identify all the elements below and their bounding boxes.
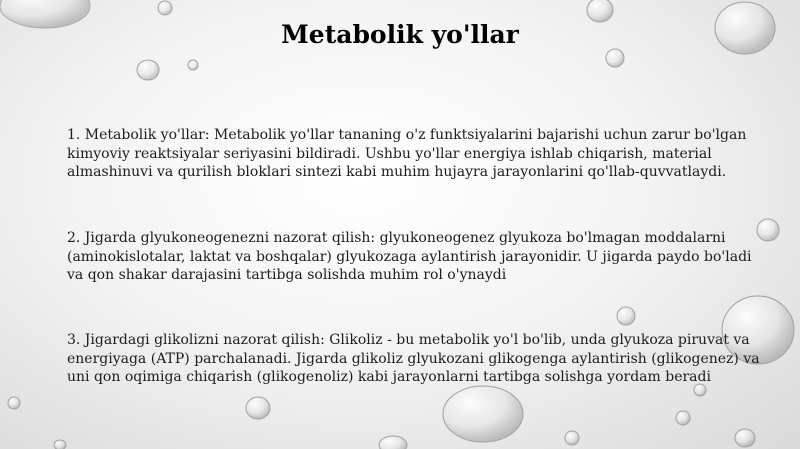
slide-title: Metabolik yo'llar [281,20,519,49]
paragraph-metabolic-pathways: 1. Metabolik yo'llar: Metabolik yo'llar tananing o'z funktsiyalarini bajarishi uchun zarur bo'lgan kimyoviy reaktsiyalar seriyasini bildiradi. Ushbu yo'llar energiya ishlab chiqarish, material almashinuvi va qurilish bloklari sintezi kabi muhim hujayra jarayonlarini qo'llab-quvvatlaydi. [67,127,747,180]
water-drop [676,411,690,425]
water-drop [735,429,755,447]
water-drop [54,440,66,449]
water-drop [188,60,198,70]
water-drop [443,386,523,442]
water-drop [246,397,270,419]
water-drop [379,436,407,449]
water-drop [158,1,172,15]
paragraph-glycolysis: 3. Jigardagi glikolizni nazorat qilish: Glikoliz - bu metabolik yo'l bo'lib, unda glyukoza piruvat va energiyaga (ATP) parchalanadi. Jigarda glikoliz glyukozani glikogenga aylantirish (glikogenez) va uni qon oqimiga chiqarish (glikogenoliz) kabi jarayonlarni tartibga solishga yordam beradi [67,332,760,385]
water-drop [587,0,613,22]
water-drop [606,49,624,67]
water-drop [617,307,635,325]
water-drop [137,60,159,80]
water-drop [565,431,579,445]
paragraph-gluconeogenesis: 2. Jigarda glyukoneogenezni nazorat qilish: glyukoneogenez glyukoza bo'lmagan moddalarni (aminokislotalar, laktat va boshqalar) glyukozaga aylantirish jarayonidir. U jigarda paydo bo'ladi va qon shakar darajasini tartibga solishda muhim rol o'ynaydi [67,230,752,283]
water-drop [8,397,20,409]
